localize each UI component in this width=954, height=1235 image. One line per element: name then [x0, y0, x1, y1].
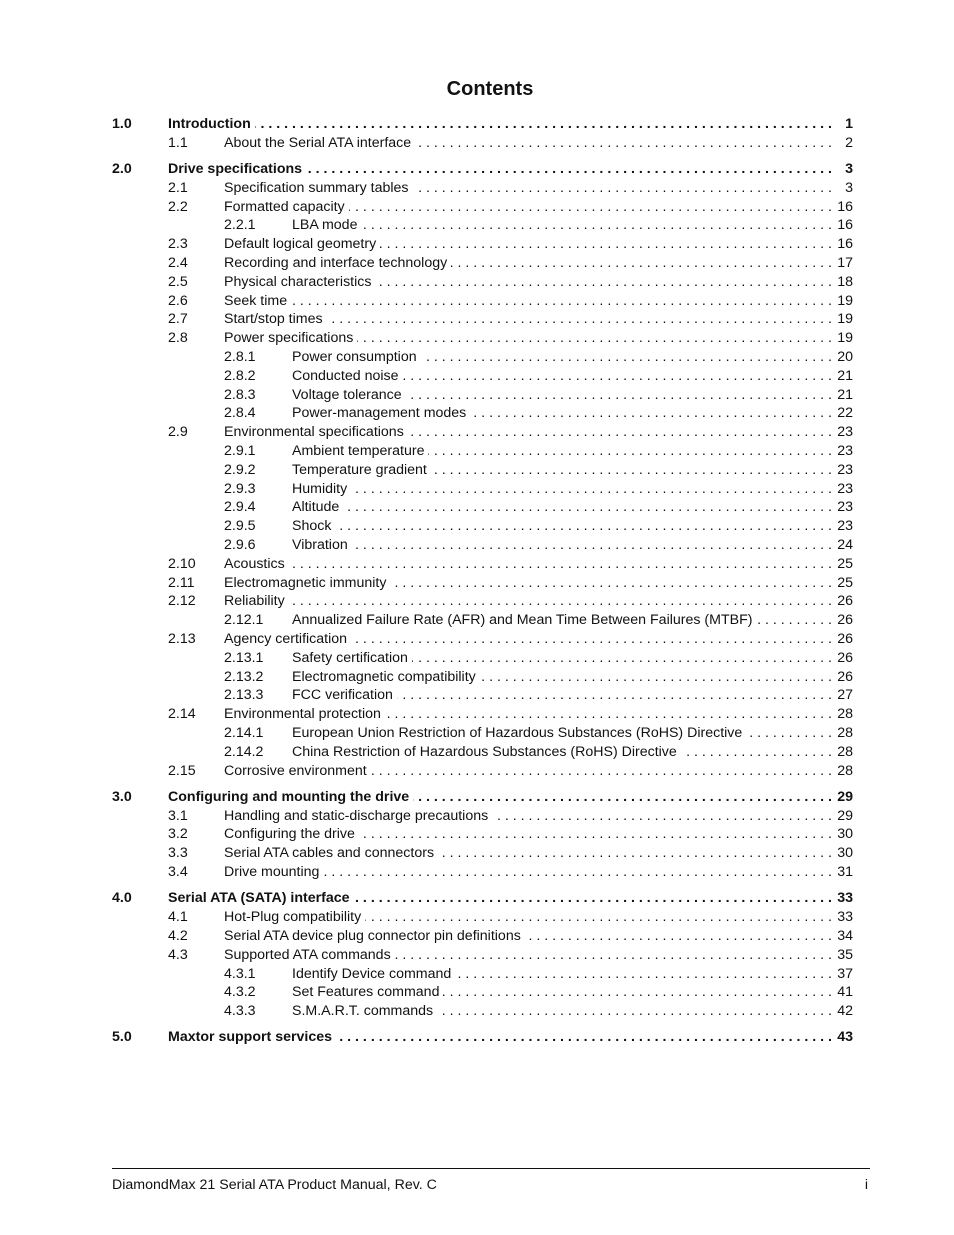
toc-entry[interactable]	[112, 844, 853, 863]
toc-entry-page-number: 35	[837, 946, 853, 963]
toc-entry[interactable]	[112, 216, 853, 235]
toc-entry-number: 5.0	[112, 1029, 132, 1046]
toc-dot-leader	[413, 788, 832, 807]
toc-dot-leader	[327, 310, 832, 329]
toc-entry-page-number: 16	[837, 198, 853, 215]
toc-dot-leader	[415, 134, 832, 153]
toc-entry-number: 4.1	[168, 909, 188, 926]
toc-entry-number: 2.11	[168, 574, 195, 591]
toc-entry-title: Set Features command	[292, 984, 440, 1001]
toc-dot-leader	[428, 442, 832, 461]
toc-entry[interactable]	[112, 310, 853, 329]
toc-entry-number: 2.13.1	[224, 649, 264, 666]
toc-entry-number: 2.0	[112, 161, 132, 178]
toc-entry[interactable]	[112, 442, 853, 461]
toc-entry-number: 2.9.2	[224, 461, 256, 478]
toc-entry-number: 2.12.1	[224, 612, 264, 629]
toc-entry[interactable]	[112, 1028, 853, 1047]
toc-entry-title: Environmental protection	[224, 706, 381, 723]
toc-entry[interactable]	[112, 574, 853, 593]
toc-entry-page-number: 16	[837, 217, 853, 234]
toc-entry[interactable]	[112, 404, 853, 423]
toc-entry-title: Recording and interface technology	[224, 255, 448, 272]
toc-dot-leader	[255, 115, 832, 134]
toc-entry-number: 3.3	[168, 845, 188, 862]
toc-entry-title: Reliability	[224, 593, 285, 610]
toc-entry-title: FCC verification	[292, 687, 393, 704]
toc-dot-leader	[365, 908, 832, 927]
toc-dot-leader	[451, 254, 832, 273]
toc-entry[interactable]	[112, 555, 853, 574]
toc-dot-leader	[470, 404, 832, 423]
toc-entry-title: Handling and static-discharge precautions	[224, 807, 489, 824]
toc-entry-number: 2.8.3	[224, 386, 256, 403]
toc-dot-leader	[351, 480, 832, 499]
toc-entry[interactable]	[112, 592, 853, 611]
toc-entry-number: 2.2.1	[224, 217, 256, 234]
toc-entry[interactable]	[112, 329, 853, 348]
toc-entry-page-number: 2	[845, 134, 853, 151]
toc-dot-leader	[443, 983, 832, 1002]
toc-entry[interactable]	[112, 386, 853, 405]
toc-entry-number: 2.9.4	[224, 499, 256, 516]
toc-dot-leader	[336, 1028, 832, 1047]
toc-entry[interactable]	[112, 423, 853, 442]
toc-entry-title: Drive mounting	[224, 864, 320, 881]
toc-entry-title: Electromagnetic immunity	[224, 574, 387, 591]
toc-entry-number: 2.9	[168, 424, 188, 441]
toc-entry-page-number: 33	[837, 909, 853, 926]
toc-entry[interactable]	[112, 762, 853, 781]
toc-dot-leader	[335, 517, 832, 536]
toc-entry[interactable]	[112, 611, 853, 630]
toc-entry-number: 1.0	[112, 116, 132, 132]
toc-dot-leader	[351, 630, 832, 649]
toc-dot-leader	[406, 386, 832, 405]
toc-entry[interactable]	[112, 825, 853, 844]
toc-dot-leader	[349, 198, 832, 217]
toc-entry[interactable]	[112, 863, 853, 882]
toc-entry-title: Default logical geometry	[224, 236, 377, 253]
toc-entry[interactable]	[112, 946, 853, 965]
toc-entry-number: 2.13	[168, 631, 196, 648]
toc-entry-page-number: 31	[837, 864, 853, 881]
toc-entry[interactable]	[112, 273, 853, 292]
table-of-contents	[112, 115, 853, 1047]
toc-dot-leader	[408, 423, 832, 442]
toc-dot-leader	[395, 946, 832, 965]
toc-dot-leader	[371, 762, 832, 781]
toc-dot-leader	[480, 668, 832, 687]
toc-entry-number: 2.6	[168, 292, 188, 309]
toc-entry[interactable]	[112, 807, 853, 826]
toc-entry-title: Configuring and mounting the drive	[168, 788, 410, 805]
toc-entry-title: Shock	[292, 518, 332, 535]
toc-entry-title: Specification summary tables	[224, 179, 409, 196]
toc-entry-page-number: 23	[837, 499, 853, 516]
footer-document-title: DiamondMax 21 Serial ATA Product Manual, Rev. C	[112, 1177, 437, 1193]
toc-entry-number: 3.0	[112, 788, 132, 805]
toc-entry-number: 2.7	[168, 311, 188, 328]
toc-dot-leader	[412, 649, 832, 668]
toc-dot-leader	[359, 825, 832, 844]
toc-dot-leader	[375, 273, 832, 292]
toc-entry-title: Acoustics	[224, 555, 285, 572]
toc-entry-title: Electromagnetic compatibility	[292, 668, 476, 685]
toc-entry-number: 4.3	[168, 946, 188, 963]
toc-dot-leader	[756, 611, 832, 630]
footer-divider	[112, 1168, 870, 1169]
toc-entry-title: China Restriction of Hazardous Substances (RoHS) Directive	[292, 743, 677, 760]
toc-entry-page-number: 34	[837, 927, 853, 944]
toc-entry-number: 2.4	[168, 255, 188, 272]
toc-entry-page-number: 24	[837, 537, 853, 554]
toc-entry-page-number: 23	[837, 461, 853, 478]
toc-entry-title: Drive specifications	[168, 161, 303, 178]
toc-entry-title: European Union Restriction of Hazardous Substances (RoHS) Directive	[292, 725, 743, 741]
toc-entry-title: Conducted noise	[292, 367, 399, 384]
toc-entry-number: 2.9.5	[224, 518, 256, 535]
toc-entry[interactable]	[112, 724, 853, 743]
toc-entry-page-number: 18	[837, 273, 853, 290]
toc-entry-page-number: 43	[837, 1029, 853, 1046]
toc-entry-page-number: 21	[837, 367, 853, 384]
toc-entry-number: 2.9.1	[224, 443, 256, 460]
toc-dot-leader	[357, 329, 832, 348]
toc-entry-page-number: 42	[837, 1003, 853, 1020]
toc-entry-title: Altitude	[292, 499, 340, 516]
toc-dot-leader	[323, 863, 832, 882]
toc-entry[interactable]	[112, 348, 853, 367]
toc-entry-number: 4.3.3	[224, 1003, 256, 1020]
toc-entry-title: Power-management modes	[292, 405, 467, 422]
toc-entry-title: Corrosive environment	[224, 762, 367, 779]
toc-entry-number: 4.3.2	[224, 984, 256, 1001]
toc-entry[interactable]	[112, 517, 853, 536]
toc-entry-title: Configuring the drive	[224, 826, 355, 843]
page-title: Contents	[446, 78, 534, 100]
toc-entry[interactable]	[112, 743, 853, 762]
toc-entry[interactable]	[112, 668, 853, 687]
toc-entry-page-number: 26	[837, 649, 853, 666]
toc-entry-title: Serial ATA device plug connector pin definitions	[224, 927, 521, 944]
toc-entry-title: LBA mode	[292, 217, 358, 234]
toc-dot-leader	[746, 724, 832, 743]
toc-dot-leader	[390, 574, 832, 593]
toc-entry[interactable]	[112, 788, 853, 807]
toc-entry-title: Vibration	[292, 537, 348, 554]
toc-entry-title: Serial ATA (SATA) interface	[168, 890, 350, 907]
toc-entry-title: Agency certification	[224, 631, 348, 648]
toc-dot-leader	[306, 160, 832, 179]
toc-entry[interactable]	[112, 889, 853, 908]
toc-entry-page-number: 25	[837, 574, 853, 591]
toc-entry-number: 3.4	[168, 864, 188, 881]
toc-entry[interactable]	[112, 908, 853, 927]
toc-entry[interactable]	[112, 927, 853, 946]
toc-entry-page-number: 27	[837, 687, 853, 704]
toc-entry-title: Environmental specifications	[224, 424, 404, 441]
toc-entry[interactable]	[112, 965, 853, 984]
toc-entry-number: 2.1	[168, 179, 188, 196]
toc-dot-leader	[289, 592, 832, 611]
toc-entry-page-number: 3	[845, 179, 853, 196]
toc-dot-leader	[431, 461, 832, 480]
toc-entry-page-number: 30	[837, 826, 853, 843]
toc-entry-page-number: 20	[837, 349, 853, 366]
toc-entry[interactable]	[112, 235, 853, 254]
toc-entry-page-number: 28	[837, 725, 853, 741]
toc-entry-title: About the Serial ATA interface	[224, 134, 412, 151]
toc-entry-title: Seek time	[224, 292, 288, 309]
toc-entry-page-number: 29	[837, 788, 853, 805]
toc-entry[interactable]	[112, 179, 853, 198]
toc-entry[interactable]	[112, 983, 853, 1002]
toc-entry-number: 4.3.1	[224, 965, 256, 982]
toc-entry-title: Power specifications	[224, 330, 354, 347]
toc-entry-number: 2.15	[168, 762, 196, 779]
toc-entry-number: 1.1	[168, 134, 188, 151]
toc-dot-leader	[380, 235, 832, 254]
toc-entry-number: 4.0	[112, 890, 132, 907]
toc-entry-page-number: 23	[837, 518, 853, 535]
toc-dot-leader	[413, 179, 832, 198]
toc-entry-number: 3.2	[168, 826, 188, 843]
toc-dot-leader	[421, 348, 832, 367]
toc-entry-number: 2.14.2	[224, 743, 264, 760]
toc-entry-page-number: 17	[837, 255, 853, 272]
toc-entry-title: Start/stop times	[224, 311, 323, 328]
toc-entry-number: 2.2	[168, 198, 188, 215]
toc-entry-title: Identify Device command	[292, 965, 452, 982]
toc-entry-title: Introduction	[168, 116, 251, 132]
toc-entry[interactable]	[112, 705, 853, 724]
toc-entry-page-number: 30	[837, 845, 853, 862]
toc-dot-leader	[385, 705, 832, 724]
toc-entry-page-number: 19	[837, 292, 853, 309]
toc-entry-page-number: 19	[837, 311, 853, 328]
toc-entry[interactable]	[112, 649, 853, 668]
toc-entry-page-number: 22	[837, 405, 853, 422]
toc-entry-title: Maxtor support services	[168, 1029, 333, 1046]
toc-entry-number: 2.10	[168, 555, 196, 572]
toc-entry-page-number: 23	[837, 443, 853, 460]
footer-page-number: i	[864, 1177, 868, 1193]
toc-entry-number: 2.9.6	[224, 537, 256, 554]
toc-entry-title: Safety certification	[292, 649, 408, 666]
toc-entry-page-number: 26	[837, 668, 853, 685]
toc-entry-page-number: 26	[837, 593, 853, 610]
toc-entry-number: 2.8.4	[224, 405, 256, 422]
toc-dot-leader	[402, 367, 832, 386]
toc-entry-page-number: 26	[837, 612, 853, 629]
toc-entry-page-number: 37	[837, 965, 853, 982]
toc-entry-page-number: 26	[837, 631, 853, 648]
toc-dot-leader	[438, 844, 832, 863]
toc-entry[interactable]	[112, 160, 853, 179]
toc-entry[interactable]	[112, 1002, 853, 1021]
toc-entry-page-number: 29	[837, 807, 853, 824]
toc-dot-leader	[343, 498, 832, 517]
toc-entry-page-number: 33	[837, 890, 853, 907]
toc-entry-page-number: 25	[837, 555, 853, 572]
toc-entry-page-number: 19	[837, 330, 853, 347]
toc-entry-number: 2.13.3	[224, 687, 264, 704]
toc-dot-leader	[352, 536, 832, 555]
toc-entry-title: Voltage tolerance	[292, 386, 402, 403]
toc-entry-title: Supported ATA commands	[224, 946, 391, 963]
toc-entry-title: Power consumption	[292, 349, 417, 366]
toc-entry-title: Formatted capacity	[224, 198, 345, 215]
toc-entry-number: 2.8.2	[224, 367, 256, 384]
toc-entry-number: 4.2	[168, 927, 188, 944]
toc-entry[interactable]	[112, 686, 853, 705]
toc-entry-title: Hot-Plug compatibility	[224, 909, 362, 926]
toc-entry-title: Serial ATA cables and connectors	[224, 845, 435, 862]
toc-entry-title: Humidity	[292, 480, 348, 497]
toc-entry[interactable]	[112, 198, 853, 217]
toc-entry-title: Temperature gradient	[292, 461, 427, 478]
toc-entry-page-number: 28	[837, 706, 853, 723]
toc-entry-title: S.M.A.R.T. commands	[292, 1003, 434, 1020]
toc-dot-leader	[455, 965, 832, 984]
toc-entry[interactable]	[112, 480, 853, 499]
toc-dot-leader	[291, 292, 832, 311]
toc-entry-title: Physical characteristics	[224, 273, 372, 290]
toc-entry-page-number: 28	[837, 743, 853, 760]
toc-entry-number: 2.12	[168, 593, 196, 610]
toc-dot-leader	[289, 555, 832, 574]
toc-entry[interactable]	[112, 292, 853, 311]
toc-entry-page-number: 23	[837, 424, 853, 441]
toc-entry-number: 2.3	[168, 236, 188, 253]
toc-entry-number: 2.5	[168, 273, 188, 290]
toc-entry[interactable]	[112, 536, 853, 555]
toc-entry-page-number: 23	[837, 480, 853, 497]
toc-entry-page-number: 16	[837, 236, 853, 253]
toc-entry-title: Annualized Failure Rate (AFR) and Mean Time Between Failures (MTBF)	[292, 612, 753, 629]
toc-dot-leader	[525, 927, 832, 946]
toc-entry-page-number: 28	[837, 762, 853, 779]
toc-entry[interactable]	[112, 254, 853, 273]
toc-entry[interactable]	[112, 461, 853, 480]
toc-entry[interactable]	[112, 498, 853, 517]
toc-entry-page-number: 41	[837, 984, 853, 1001]
toc-entry-page-number: 21	[837, 386, 853, 403]
toc-entry-title: Ambient temperature	[292, 443, 425, 460]
toc-entry-page-number: 3	[845, 161, 853, 178]
toc-entry[interactable]	[112, 630, 853, 649]
toc-entry-number: 3.1	[168, 807, 188, 824]
toc-dot-leader	[681, 743, 832, 762]
toc-entry-number: 2.14.1	[224, 725, 264, 741]
toc-entry[interactable]	[112, 367, 853, 386]
toc-entry-number: 2.13.2	[224, 668, 264, 685]
toc-entry-number: 2.14	[168, 706, 196, 723]
toc-entry-number: 2.9.3	[224, 480, 256, 497]
toc-entry-page-number: 1	[845, 116, 853, 132]
toc-dot-leader	[361, 216, 832, 235]
toc-dot-leader	[354, 889, 832, 908]
toc-dot-leader	[397, 686, 832, 705]
toc-dot-leader	[437, 1002, 832, 1021]
toc-entry-number: 2.8.1	[224, 349, 256, 366]
toc-entry[interactable]	[112, 134, 853, 153]
toc-entry[interactable]	[112, 115, 853, 134]
toc-entry-number: 2.8	[168, 330, 188, 347]
toc-dot-leader	[492, 807, 832, 826]
